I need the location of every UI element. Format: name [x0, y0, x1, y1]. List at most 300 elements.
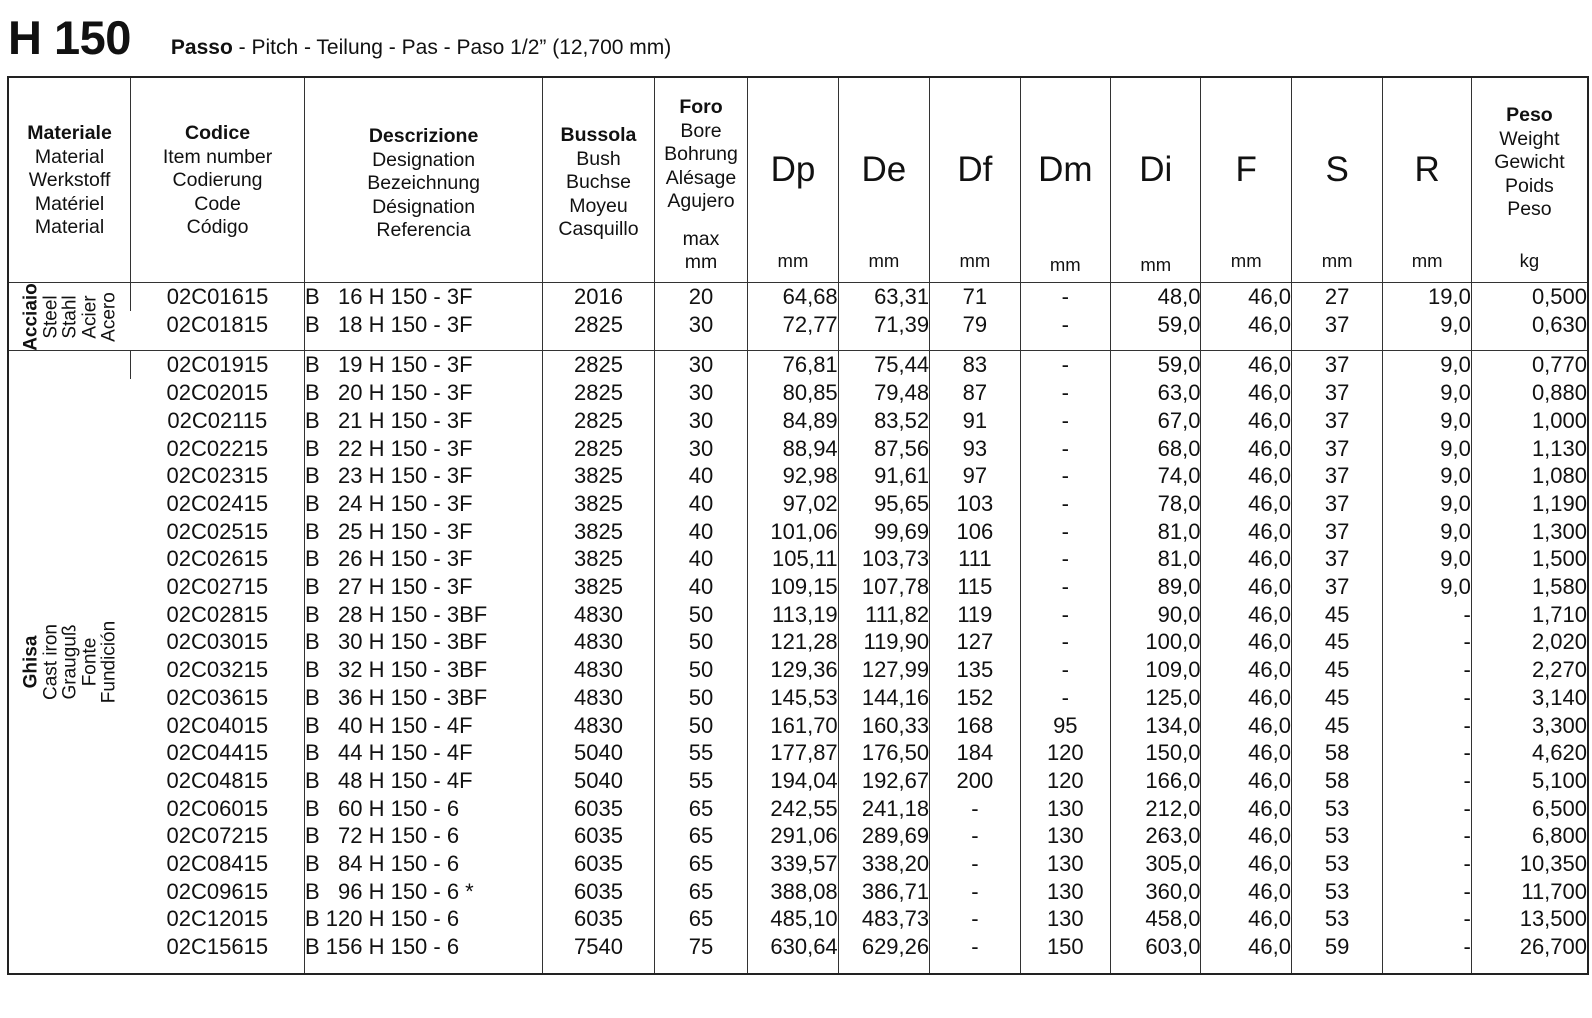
- cell-weight: 6,800: [1471, 822, 1588, 850]
- table-row: [8, 518, 1588, 546]
- cell-df: 97: [930, 462, 1020, 490]
- cell-f: 46,0: [1201, 518, 1291, 546]
- cell-f: 46,0: [1201, 545, 1291, 573]
- cell-bush: 2825: [543, 351, 655, 379]
- cell-bore-max: 55: [654, 767, 747, 795]
- cell-item-code: 02C08415: [166, 851, 269, 877]
- header-foro-max: max: [682, 227, 720, 250]
- cell-bush: 4830: [543, 628, 655, 656]
- page-title: [8, 10, 671, 62]
- cell-dp: 630,64: [748, 933, 838, 961]
- cell-weight: 1,500: [1471, 545, 1588, 573]
- header-codice-de: Codierung: [172, 169, 263, 191]
- cell-weight: 4,620: [1471, 739, 1588, 767]
- cell-bush: 3825: [543, 490, 655, 518]
- cell-bush: 3825: [543, 573, 655, 601]
- cell-dp: 80,85: [748, 379, 838, 407]
- cell-item-code: 02C01915: [131, 351, 305, 379]
- header-descrizione-fr: Désignation: [372, 195, 476, 218]
- cell-dp: 97,02: [748, 490, 838, 518]
- cell-bore-max: 75: [654, 933, 747, 961]
- cell-description: B 72 H 150 - 6: [304, 822, 542, 850]
- cell-dp: 291,06: [748, 822, 838, 850]
- cell-df: 79: [930, 311, 1020, 339]
- cell-s: 37: [1291, 311, 1382, 339]
- cell-s: 37: [1291, 462, 1382, 490]
- cell-f: 46,0: [1201, 311, 1291, 339]
- cell-s: 37: [1291, 573, 1382, 601]
- cell-dm: 150: [1020, 933, 1110, 961]
- cell-f: 46,0: [1201, 684, 1291, 712]
- cell-s: 53: [1291, 822, 1382, 850]
- cell-di: 458,0: [1111, 905, 1201, 933]
- cell-s: 45: [1291, 601, 1382, 629]
- cell-df: -: [930, 850, 1020, 878]
- material-name: Ghisa: [19, 635, 41, 689]
- cell-weight: 26,700: [1471, 933, 1588, 961]
- unit-r: mm: [1411, 250, 1443, 271]
- cell-bore-max: 40: [654, 462, 747, 490]
- cell-di: 78,0: [1111, 490, 1201, 518]
- cell-item-code: 02C02515: [166, 518, 269, 544]
- cell-bore-max: 40: [654, 518, 747, 546]
- header-peso: [1471, 77, 1588, 283]
- cell-weight: 1,130: [1471, 435, 1588, 463]
- cell-description: B 28 H 150 - 3BF: [304, 601, 542, 629]
- cell-dm: -: [1020, 435, 1110, 463]
- cell-di: 150,0: [1111, 739, 1201, 767]
- cell-item-code: 02C02115: [167, 407, 268, 433]
- cell-description: B 84 H 150 - 6: [304, 850, 542, 878]
- table-row: [8, 878, 1588, 906]
- cell-item-code: 02C09615: [166, 878, 269, 904]
- cell-df: -: [930, 905, 1020, 933]
- header-materiale: [8, 77, 131, 283]
- cell-df: -: [930, 878, 1020, 906]
- cell-de: 103,73: [838, 545, 929, 573]
- cell-dp: 72,77: [748, 311, 838, 339]
- cell-description: B 25 H 150 - 3F: [304, 518, 542, 546]
- cell-r: 9,0: [1383, 435, 1471, 463]
- cell-f: 46,0: [1201, 283, 1291, 311]
- cell-dm: -: [1020, 628, 1110, 656]
- cell-di: 305,0: [1111, 850, 1201, 878]
- cell-r: -: [1383, 795, 1471, 823]
- cell-item-code: 02C01815: [166, 311, 269, 337]
- header-codice-en: Item number: [162, 145, 273, 168]
- cell-f: 46,0: [1201, 573, 1291, 601]
- cell-dm: 120: [1020, 767, 1110, 795]
- cell-dp: 84,89: [748, 407, 838, 435]
- cell-item-code: 02C15615: [166, 934, 269, 960]
- cell-item-code: 02C03615: [166, 684, 269, 710]
- cell-bush: 3825: [543, 545, 655, 573]
- cell-df: 119: [930, 601, 1020, 629]
- cell-dm: 130: [1020, 795, 1110, 823]
- cell-df: 184: [930, 739, 1020, 767]
- cell-f: 46,0: [1201, 933, 1291, 961]
- table-row: [8, 283, 1588, 311]
- cell-description: B 30 H 150 - 3BF: [304, 628, 542, 656]
- header-bussola-en: Bush: [576, 147, 621, 170]
- cell-weight: 0,500: [1471, 283, 1588, 311]
- cell-dm: 120: [1020, 739, 1110, 767]
- cell-dp: 129,36: [748, 656, 838, 684]
- cell-description: B 26 H 150 - 3F: [304, 545, 542, 573]
- cell-dm: -: [1020, 601, 1110, 629]
- material-name: Acciaio: [19, 282, 41, 351]
- cell-weight: 5,100: [1471, 767, 1588, 795]
- material-translation: Grauguß: [58, 624, 80, 700]
- cell-s: 53: [1291, 795, 1382, 823]
- cell-di: 263,0: [1111, 822, 1201, 850]
- cell-df: 152: [930, 684, 1020, 712]
- cell-di: 603,0: [1111, 933, 1201, 961]
- cell-di: 109,0: [1111, 656, 1201, 684]
- cell-df: -: [930, 822, 1020, 850]
- header-peso-fr: Poids: [1505, 174, 1554, 197]
- cell-di: 48,0: [1111, 283, 1201, 311]
- header-foro-de: Bohrung: [664, 143, 738, 165]
- cell-de: 71,39: [838, 311, 929, 339]
- cell-dp: 92,98: [748, 462, 838, 490]
- cell-r: 9,0: [1383, 490, 1471, 518]
- cell-description: B 21 H 150 - 3F: [304, 407, 542, 435]
- cell-de: 79,48: [838, 379, 929, 407]
- cell-f: 46,0: [1201, 435, 1291, 463]
- cell-item-code: 02C03215: [166, 657, 269, 683]
- cell-f: 46,0: [1201, 795, 1291, 823]
- cell-de: 87,56: [838, 435, 929, 463]
- cell-weight: 1,190: [1471, 490, 1588, 518]
- header-descrizione-de: Bezeichnung: [367, 172, 480, 194]
- cell-dm: 130: [1020, 905, 1110, 933]
- cell-de: 111,82: [838, 601, 929, 629]
- cell-description: B 20 H 150 - 3F: [304, 379, 542, 407]
- cell-item-code: 02C04015: [166, 712, 269, 738]
- cell-bore-max: 40: [654, 573, 747, 601]
- cell-item-code: 02C07215: [166, 823, 269, 849]
- header-dp: Dp mm: [748, 77, 838, 283]
- unit-di: mm: [1140, 254, 1172, 275]
- cell-f: 46,0: [1201, 601, 1291, 629]
- cell-df: -: [930, 795, 1020, 823]
- cell-weight: 0,880: [1471, 379, 1588, 407]
- cell-df: 115: [930, 573, 1020, 601]
- cell-de: 629,26: [838, 933, 929, 961]
- cell-dm: -: [1020, 490, 1110, 518]
- cell-bore-max: 65: [654, 878, 747, 906]
- cell-di: 67,0: [1111, 407, 1201, 435]
- cell-r: 9,0: [1383, 407, 1471, 435]
- table-row: [8, 795, 1588, 823]
- cell-df: 135: [930, 656, 1020, 684]
- cell-de: 160,33: [838, 712, 929, 740]
- cell-f: 46,0: [1201, 739, 1291, 767]
- cell-r: 19,0: [1383, 283, 1471, 311]
- unit-df: mm: [959, 250, 991, 271]
- cell-bush: 4830: [543, 656, 655, 684]
- cell-s: 58: [1291, 739, 1382, 767]
- cell-description: B 36 H 150 - 3BF: [304, 684, 542, 712]
- cell-de: 75,44: [838, 351, 929, 379]
- cell-bore-max: 65: [654, 795, 747, 823]
- cell-s: 53: [1291, 905, 1382, 933]
- cell-item-code: 02C02415: [166, 490, 269, 516]
- cell-di: 68,0: [1111, 435, 1201, 463]
- cell-f: 46,0: [1201, 822, 1291, 850]
- material-translation: Stahl: [58, 295, 80, 339]
- cell-bush: 2825: [543, 379, 655, 407]
- cell-bore-max: 30: [654, 311, 747, 339]
- cell-bore-max: 50: [654, 712, 747, 740]
- cell-dp: 113,19: [748, 601, 838, 629]
- cell-bore-max: 30: [654, 351, 747, 379]
- cell-dm: -: [1020, 656, 1110, 684]
- cell-s: 37: [1291, 435, 1382, 463]
- table-row: [8, 311, 1588, 339]
- header-codice-it: Codice: [185, 122, 251, 144]
- header-materiale-de: Werkstoff: [28, 169, 111, 191]
- header-foro-fr: Alésage: [665, 166, 737, 189]
- table-row: [8, 407, 1588, 435]
- cell-bush: 6035: [543, 850, 655, 878]
- cell-weight: 0,770: [1471, 351, 1588, 379]
- cell-description: B 48 H 150 - 4F: [304, 767, 542, 795]
- cell-di: 81,0: [1111, 545, 1201, 573]
- spec-table: [7, 76, 1589, 975]
- table-row: [8, 767, 1588, 795]
- cell-bore-max: 65: [654, 850, 747, 878]
- cell-item-code: 02C02315: [166, 463, 269, 489]
- cell-f: 46,0: [1201, 712, 1291, 740]
- cell-f: 46,0: [1201, 351, 1291, 379]
- cell-s: 27: [1291, 283, 1382, 311]
- cell-s: 59: [1291, 933, 1382, 961]
- cell-bore-max: 65: [654, 905, 747, 933]
- table-row: [8, 905, 1588, 933]
- cell-item-code: 02C06015: [166, 795, 269, 821]
- cell-dp: 177,87: [748, 739, 838, 767]
- cell-dp: 76,81: [748, 351, 838, 379]
- cell-bore-max: 50: [654, 628, 747, 656]
- cell-di: 212,0: [1111, 795, 1201, 823]
- cell-s: 53: [1291, 850, 1382, 878]
- material-group-label: [8, 351, 131, 974]
- header-bussola-es: Casquillo: [558, 218, 639, 240]
- cell-di: 74,0: [1111, 462, 1201, 490]
- cell-df: 93: [930, 435, 1020, 463]
- header-codice-fr: Code: [194, 192, 241, 215]
- cell-dm: -: [1020, 351, 1110, 379]
- cell-f: 46,0: [1201, 407, 1291, 435]
- cell-dp: 101,06: [748, 518, 838, 546]
- cell-de: 127,99: [838, 656, 929, 684]
- cell-de: 241,18: [838, 795, 929, 823]
- cell-weight: 2,270: [1471, 656, 1588, 684]
- cell-df: 200: [930, 767, 1020, 795]
- cell-bore-max: 55: [654, 739, 747, 767]
- cell-f: 46,0: [1201, 905, 1291, 933]
- cell-dp: 339,57: [748, 850, 838, 878]
- cell-description: B 18 H 150 - 3F: [304, 311, 542, 339]
- cell-s: 37: [1291, 379, 1382, 407]
- cell-de: 99,69: [838, 518, 929, 546]
- header-descrizione: [304, 77, 542, 283]
- cell-weight: 1,710: [1471, 601, 1588, 629]
- cell-bore-max: 40: [654, 545, 747, 573]
- cell-dp: 121,28: [748, 628, 838, 656]
- header-de: De mm: [838, 77, 929, 283]
- cell-dp: 485,10: [748, 905, 838, 933]
- cell-bush: 2825: [543, 311, 655, 339]
- material-group-label: [8, 283, 131, 351]
- cell-di: 59,0: [1111, 351, 1201, 379]
- cell-de: 289,69: [838, 822, 929, 850]
- cell-bore-max: 50: [654, 601, 747, 629]
- cell-dp: 109,15: [748, 573, 838, 601]
- cell-s: 45: [1291, 656, 1382, 684]
- cell-dp: 242,55: [748, 795, 838, 823]
- cell-dm: -: [1020, 545, 1110, 573]
- table-row: [8, 545, 1588, 573]
- cell-bore-max: 30: [654, 379, 747, 407]
- cell-s: 45: [1291, 712, 1382, 740]
- cell-s: 37: [1291, 490, 1382, 518]
- header-foro-en: Bore: [680, 119, 722, 142]
- cell-r: -: [1383, 905, 1471, 933]
- cell-description: B 32 H 150 - 3BF: [304, 656, 542, 684]
- cell-bush: 3825: [543, 462, 655, 490]
- cell-s: 37: [1291, 518, 1382, 546]
- cell-bush: 2825: [543, 407, 655, 435]
- cell-dm: 95: [1020, 712, 1110, 740]
- cell-de: 483,73: [838, 905, 929, 933]
- cell-bore-max: 20: [654, 283, 747, 311]
- cell-s: 37: [1291, 407, 1382, 435]
- cell-description: B 96 H 150 - 6 *: [304, 878, 542, 906]
- cell-weight: 3,140: [1471, 684, 1588, 712]
- pitch-label: Passo: [170, 36, 233, 59]
- header-materiale-it: Materiale: [27, 122, 112, 144]
- cell-r: -: [1383, 739, 1471, 767]
- cell-r: 9,0: [1383, 379, 1471, 407]
- cell-item-code: 02C02015: [166, 380, 269, 406]
- table-row: [8, 379, 1588, 407]
- header-s: S mm: [1291, 77, 1382, 283]
- cell-di: 63,0: [1111, 379, 1201, 407]
- cell-s: 45: [1291, 684, 1382, 712]
- header-peso-de: Gewicht: [1494, 151, 1565, 173]
- cell-dm: -: [1020, 407, 1110, 435]
- table-row: [8, 435, 1588, 463]
- cell-di: 59,0: [1111, 311, 1201, 339]
- cell-description: B 19 H 150 - 3F: [304, 351, 542, 379]
- cell-bush: 4830: [543, 712, 655, 740]
- table-row: [8, 684, 1588, 712]
- cell-de: 63,31: [838, 283, 929, 311]
- cell-dm: -: [1020, 283, 1110, 311]
- cell-weight: 1,000: [1471, 407, 1588, 435]
- cell-r: -: [1383, 684, 1471, 712]
- pitch-text: - Pitch - Teilung - Pas - Paso 1/2” (12,700 mm): [232, 36, 672, 59]
- cell-bush: 3825: [543, 518, 655, 546]
- cell-di: 100,0: [1111, 628, 1201, 656]
- cell-r: -: [1383, 822, 1471, 850]
- table-row: [8, 573, 1588, 601]
- header-dm: Dm mm: [1020, 77, 1110, 283]
- cell-weight: 0,630: [1471, 311, 1588, 339]
- cell-dm: -: [1020, 684, 1110, 712]
- group-spacer: [8, 961, 1588, 974]
- group-spacer: [8, 338, 1588, 351]
- cell-dp: 88,94: [748, 435, 838, 463]
- header-bussola-fr: Moyeu: [569, 194, 628, 217]
- unit-f: mm: [1230, 250, 1262, 271]
- unit-kg: kg: [1519, 250, 1540, 271]
- cell-weight: 2,020: [1471, 628, 1588, 656]
- cell-r: 9,0: [1383, 462, 1471, 490]
- table-row: [8, 656, 1588, 684]
- unit-dp: mm: [777, 250, 809, 271]
- cell-bush: 2016: [543, 283, 655, 311]
- cell-bush: 7540: [543, 933, 655, 961]
- header-bussola-it: Bussola: [560, 124, 637, 146]
- cell-item-code: 02C04415: [166, 740, 269, 766]
- cell-r: 9,0: [1383, 311, 1471, 339]
- header-materiale-en: Material: [34, 145, 105, 168]
- table-row: [8, 628, 1588, 656]
- cell-item-code: 02C03015: [166, 629, 269, 655]
- cell-r: 9,0: [1383, 545, 1471, 573]
- header-foro-es: Agujero: [667, 190, 735, 212]
- cell-bush: 5040: [543, 739, 655, 767]
- cell-s: 45: [1291, 628, 1382, 656]
- cell-de: 107,78: [838, 573, 929, 601]
- cell-r: -: [1383, 712, 1471, 740]
- cell-de: 386,71: [838, 878, 929, 906]
- cell-bush: 6035: [543, 822, 655, 850]
- cell-bore-max: 30: [654, 435, 747, 463]
- cell-s: 37: [1291, 351, 1382, 379]
- cell-df: 106: [930, 518, 1020, 546]
- header-row: [8, 77, 1588, 283]
- header-bussola-de: Buchse: [565, 171, 631, 193]
- cell-item-code: 02C02215: [166, 435, 269, 461]
- cell-r: -: [1383, 628, 1471, 656]
- cell-weight: 3,300: [1471, 712, 1588, 740]
- cell-dp: 161,70: [748, 712, 838, 740]
- cell-dm: -: [1020, 462, 1110, 490]
- material-translation: Fonte: [78, 637, 100, 687]
- table-row: [8, 739, 1588, 767]
- cell-f: 46,0: [1201, 490, 1291, 518]
- pitch-line: [171, 36, 671, 60]
- cell-r: 9,0: [1383, 518, 1471, 546]
- cell-df: 127: [930, 628, 1020, 656]
- cell-bore-max: 65: [654, 822, 747, 850]
- cell-description: B 24 H 150 - 3F: [304, 490, 542, 518]
- cell-df: 71: [930, 283, 1020, 311]
- cell-di: 125,0: [1111, 684, 1201, 712]
- header-bussola: [543, 77, 655, 283]
- table-row: [8, 933, 1588, 961]
- cell-de: 176,50: [838, 739, 929, 767]
- material-translation: Cast iron: [39, 624, 61, 701]
- cell-f: 46,0: [1201, 656, 1291, 684]
- cell-item-code: 02C02615: [166, 546, 269, 572]
- header-r: R mm: [1383, 77, 1471, 283]
